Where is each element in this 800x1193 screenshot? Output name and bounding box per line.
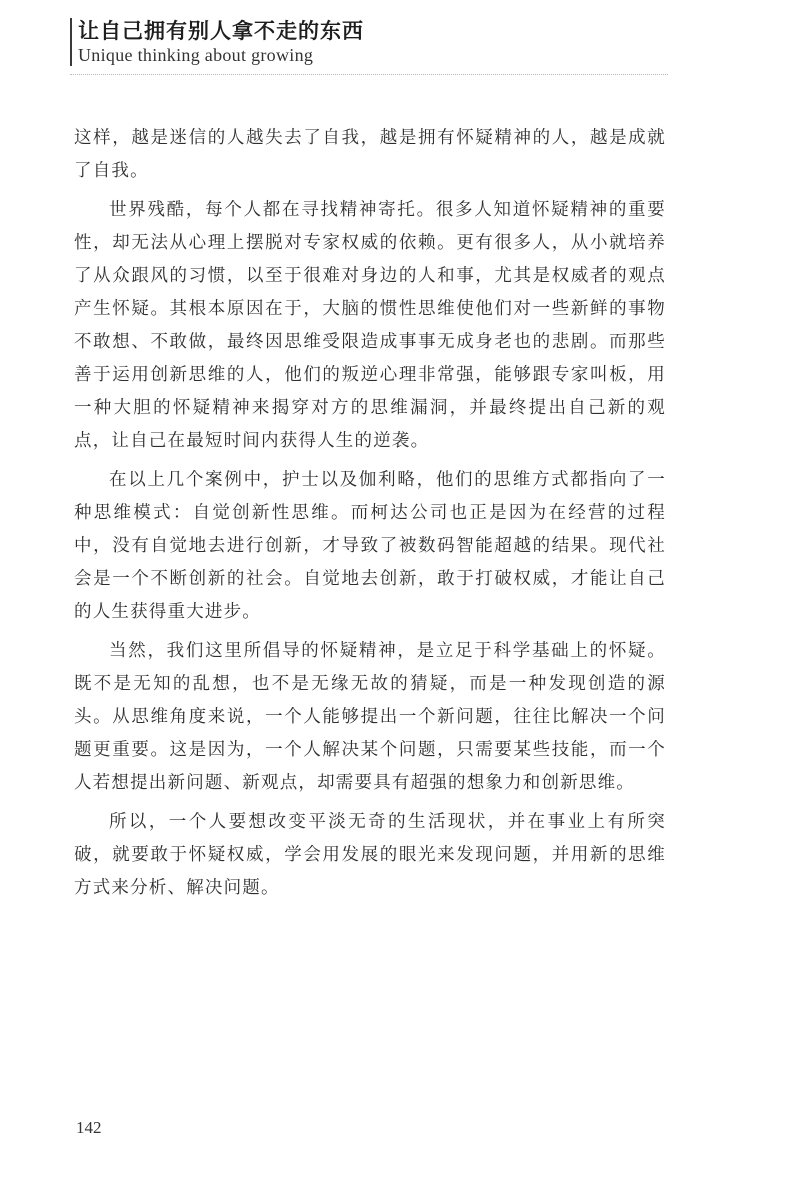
paragraph: 世界残酷，每个人都在寻找精神寄托。很多人知道怀疑精神的重要性，却无法从心理上摆脱对专家权威的依赖。更有很多人，从小就培养了从众跟风的习惯，以至于很难对身边的人和事，尤其是权威者的观点产生怀疑。其根本原因在于，大脑的惯性思维使他们对一些新鲜的事物不敢想、不敢做，最终因思维受限造成事事无成身老也的悲剧。而那些善于运用创新思维的人，他们的叛逆心理非常强，能够跟专家叫板，用一种大胆的怀疑精神来揭穿对方的思维漏洞，并最终提出自己新的观点，让自己在最短时间内获得人生的逆袭。 <box>74 200 666 451</box>
page-number: 142 <box>76 1118 102 1137</box>
header-divider <box>70 74 668 75</box>
paragraph: 所以，一个人要想改变平淡无奇的生活现状，并在事业上有所突破，就要敢于怀疑权威，学会用发展的眼光来发现问题，并用新的思维方式来分析、解决问题。 <box>74 812 666 898</box>
paragraph: 在以上几个案例中，护士以及伽利略，他们的思维方式都指向了一种思维模式：自觉创新性思维。而柯达公司也正是因为在经营的过程中，没有自觉地去进行创新，才导致了被数码智能超越的结果。现代社会是一个不断创新的社会。自觉地去创新，敢于打破权威，才能让自己的人生获得重大进步。 <box>74 470 666 622</box>
paragraph: 当然，我们这里所倡导的怀疑精神，是立足于科学基础上的怀疑。既不是无知的乱想，也不是无缘无故的猜疑，而是一种发现创造的源头。从思维角度来说，一个人能够提出一个新问题，往往比解决一个问题更重要。这是因为，一个人解决某个问题，只需要某些技能，而一个人若想提出新问题、新观点，却需要具有超强的想象力和创新思维。 <box>74 641 666 793</box>
running-header <box>70 18 364 66</box>
paragraph-continuation: 这样，越是迷信的人越失去了自我，越是拥有怀疑精神的人，越是成就了自我。 <box>74 128 666 181</box>
book-title: 让自己拥有别人拿不走的东西 <box>78 19 364 43</box>
book-subtitle: Unique thinking about growing <box>78 45 314 65</box>
body-text <box>74 122 666 911</box>
